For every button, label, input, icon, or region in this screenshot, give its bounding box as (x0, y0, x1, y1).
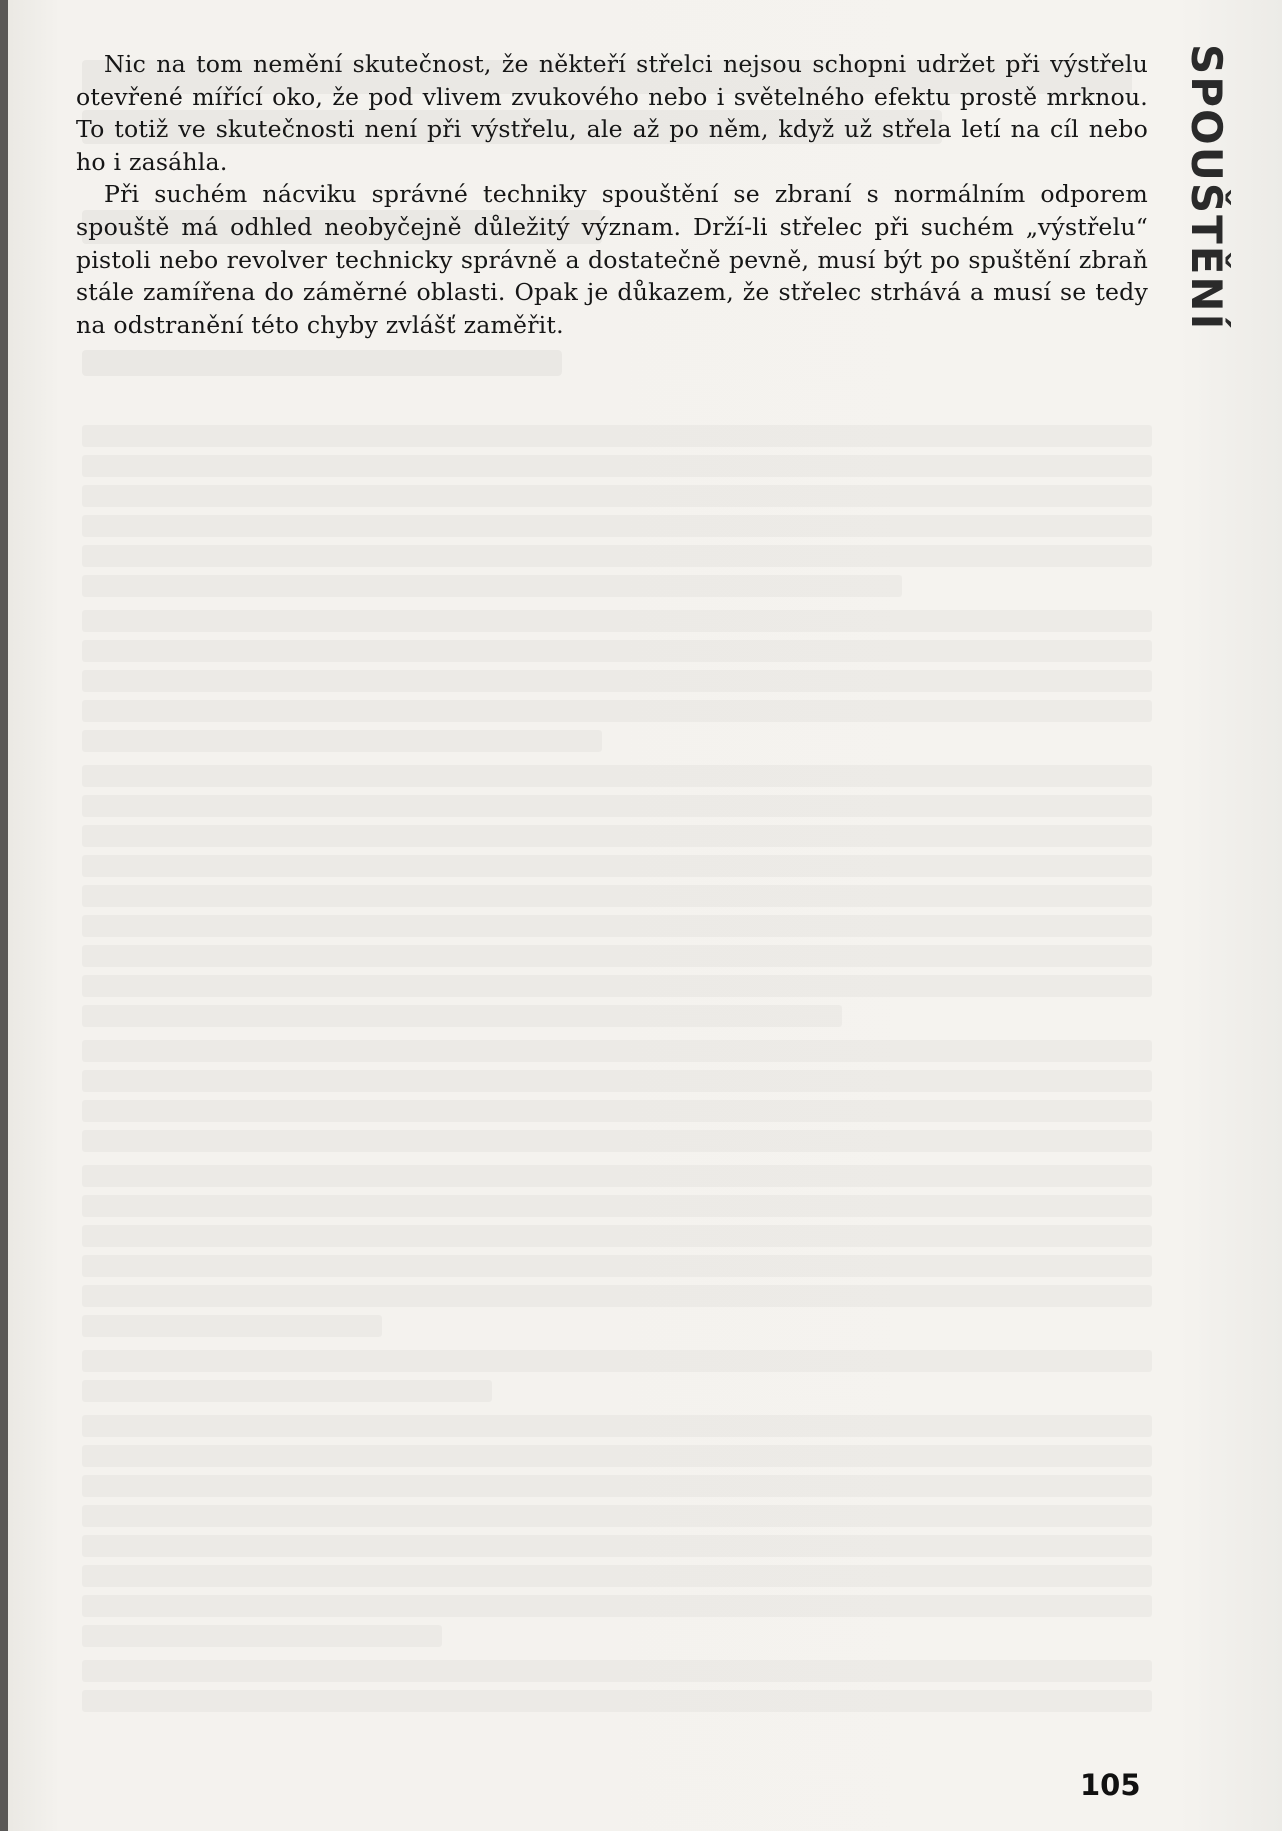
paragraph-1: Nic na tom nemění skutečnost, že někteří střelci nejsou schopni udržet při výstřelu otevřené mířící oko, že pod vlivem zvukového nebo i světelného efektu prostě mrknou. To totiž ve skutečnosti není při výstřelu, ale až po něm, když už střela letí na cíl nebo ho i zasáhla. (76, 50, 1148, 176)
body-text (76, 48, 1148, 341)
paragraph-2: Při suchém nácviku správné techniky spouštění se zbraní s normálním odporem spouště má odhled neobyčejně důležitý význam. Drží-li střelec při suchém „výstřelu“ pistoli nebo revolver technicky správně a dostatečně pevně, musí být po spuštění zbraň stále zamířena do záměrné oblasti. Opak je důkazem, že střelec strhává a musí se tedy na odstranění této chyby zvlášť zaměřit. (76, 180, 1148, 339)
chapter-side-heading: SPOUŠTĚNÍ (1182, 44, 1231, 332)
page-edge-shadow (0, 0, 8, 1831)
page-number: 105 (1080, 1768, 1141, 1802)
